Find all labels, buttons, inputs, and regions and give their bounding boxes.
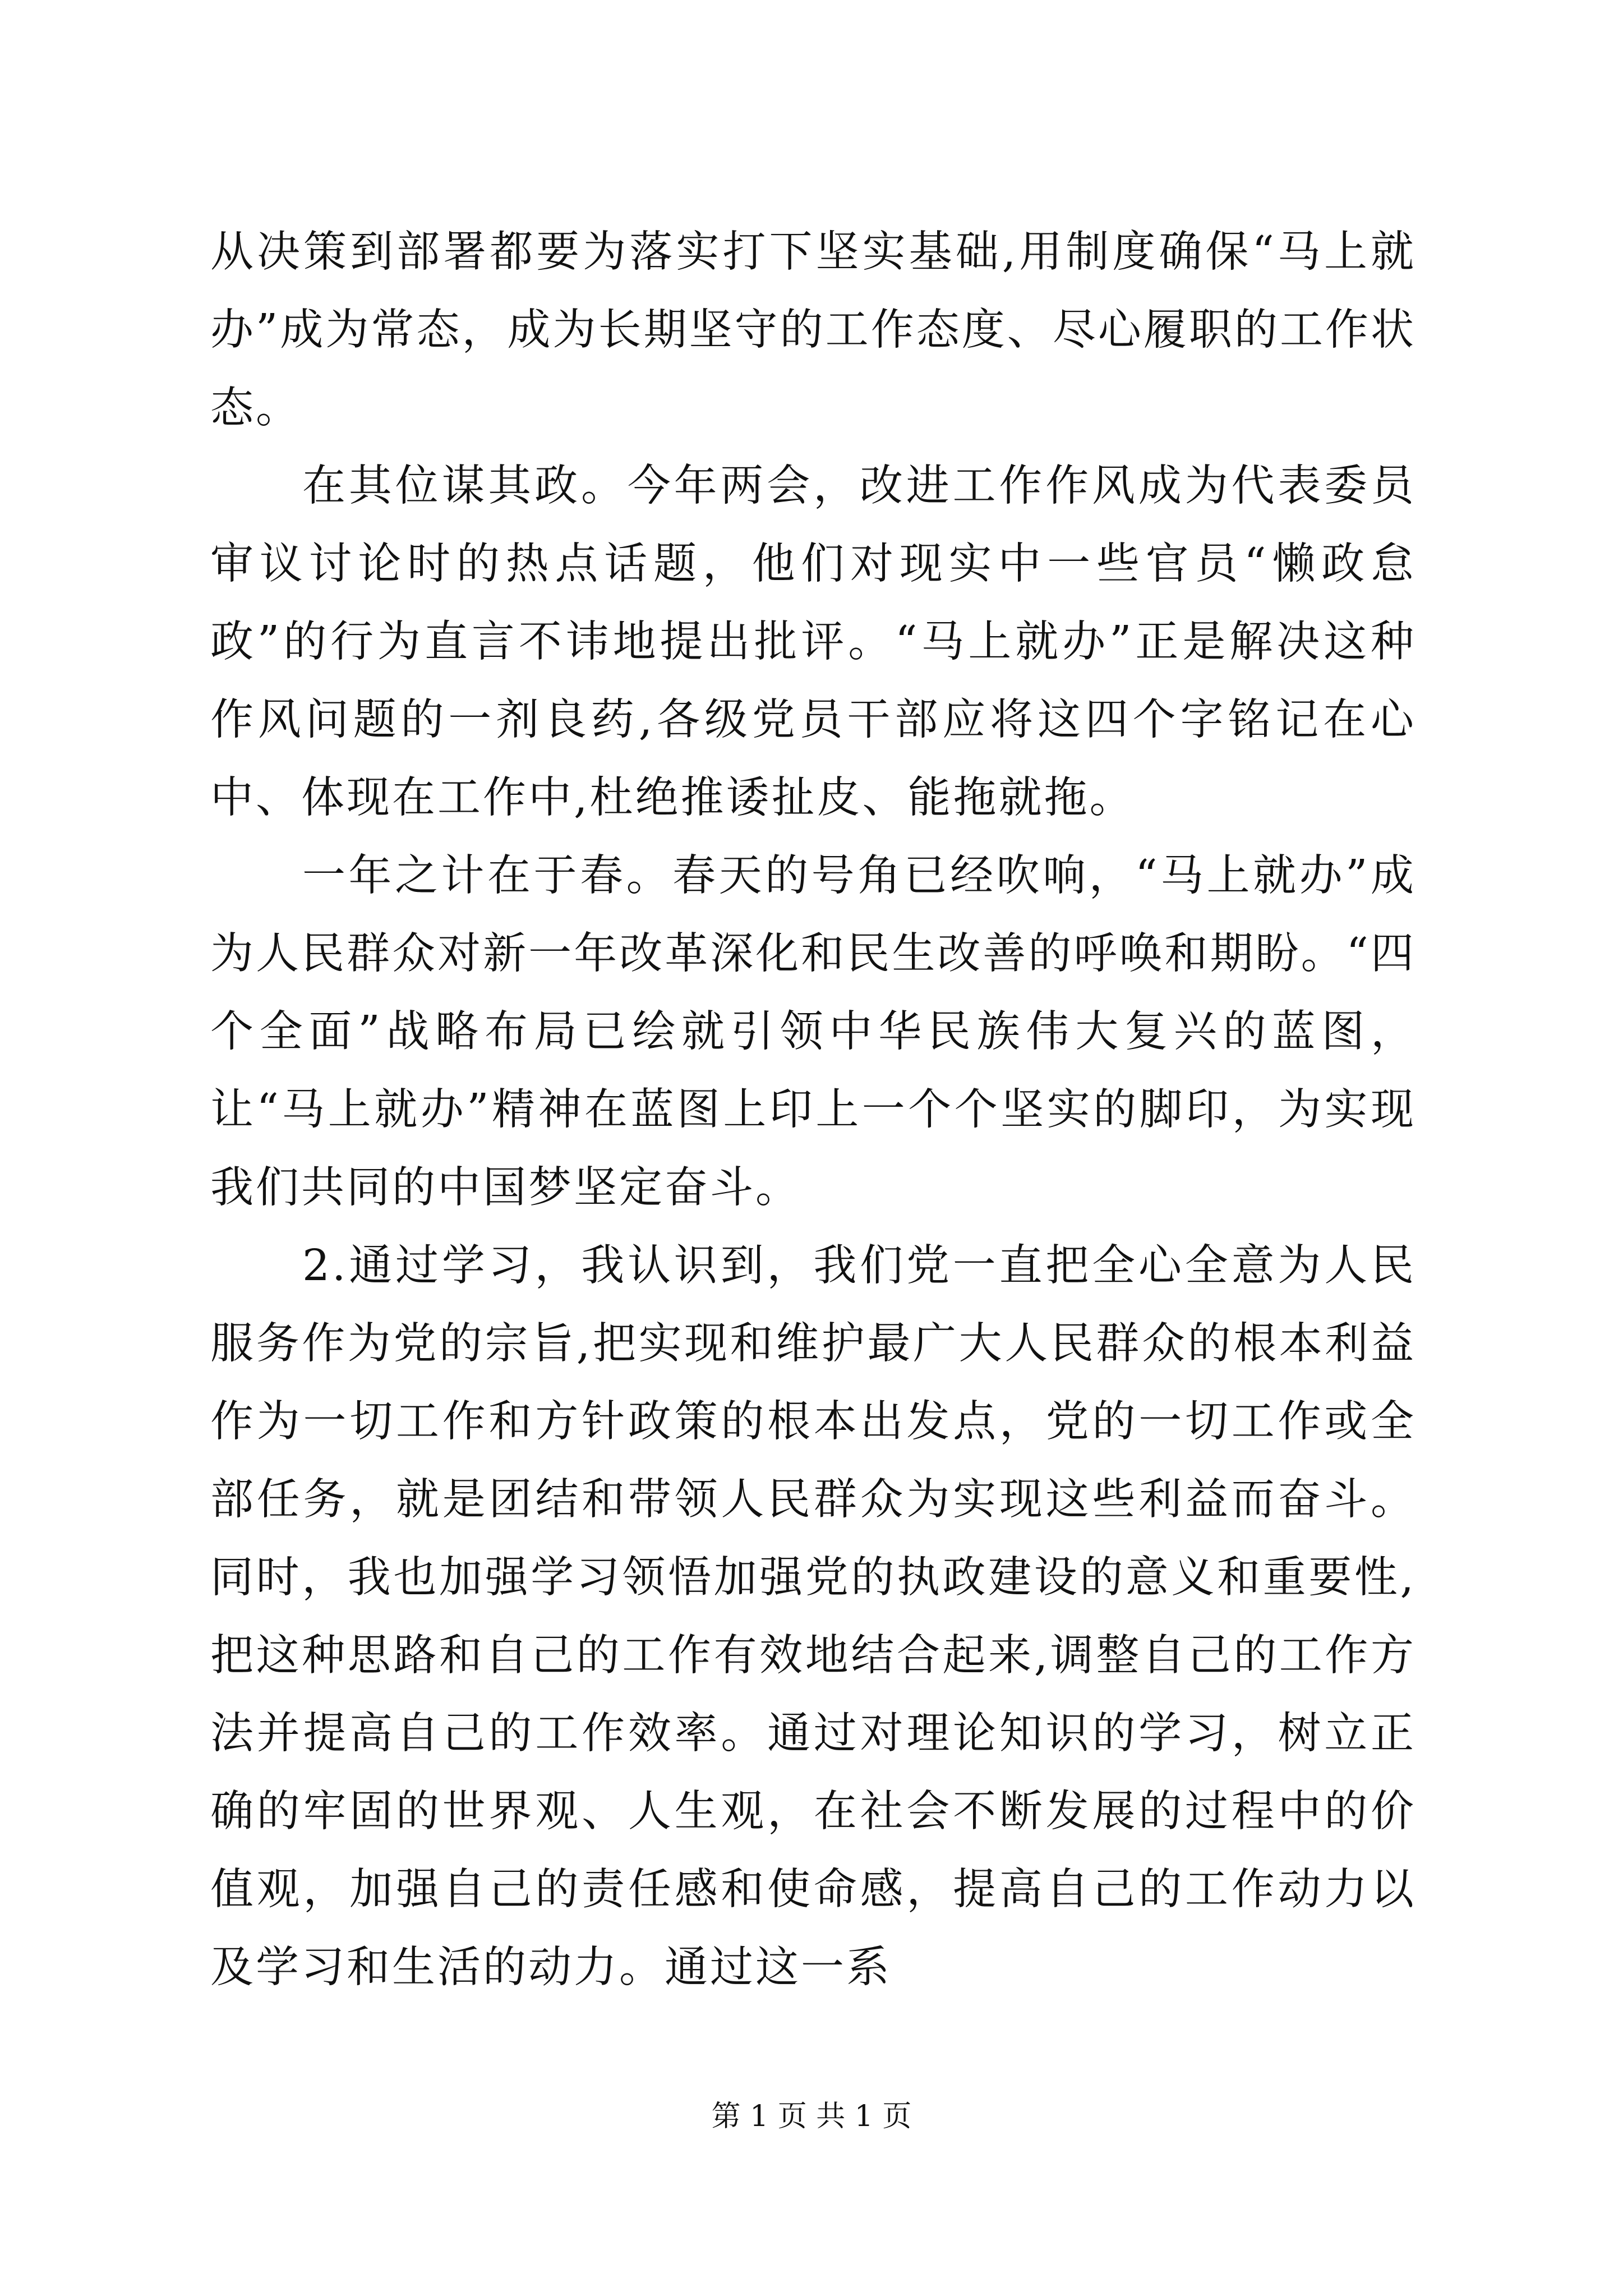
- page-footer: 第 1 页 共 1 页: [711, 2100, 912, 2133]
- paragraph-item-2: 2.通过学习，我认识到，我们党一直把全心全意为人民服务作为党的宗旨,把实现和维护最广大人民群众的根本利益作为一切工作和方针政策的根本出发点，党的一切工作或全部任务，就是团结和带领人民群众为实现这些利益而奋斗。同时，我也加强学习领悟加强党的执政建设的意义和重要性,把这种思路和自己的工作有效地结合起来,调整自己的工作方法并提高自己的工作效率。通过对理论知识的学习，树立正确的牢固的世界观、人生观，在社会不断发展的过程中的价值观，加强自己的责任感和使命感，提高自己的工作动力以及学习和生活的动力。通过这一系: [210, 1241, 1416, 1993]
- document-body: [210, 213, 1416, 2007]
- paragraph-continuation: 从决策到部署都要为落实打下坚实基础,用制度确保“马上就办”成为常态，成为长期坚守的工作态度、尽心履职的工作状态。: [210, 227, 1416, 433]
- paragraph-yi-nian-zhi-ji: 一年之计在于春。春天的号角已经吹响，“马上就办”成为人民群众对新一年改革深化和民生改善的呼唤和期盼。“四个全面”战略布局已绘就引领中华民族伟大复兴的蓝图，让“马上就办”精神在蓝图上印上一个个坚实的脚印，为实现我们共同的中国梦坚定奋斗。: [210, 851, 1416, 1213]
- paragraph-zai-qi-wei: 在其位谋其政。今年两会，改进工作作风成为代表委员审议讨论时的热点话题，他们对现实中一些官员“懒政怠政”的行为直言不讳地提出批评。“马上就办”正是解决这种作风问题的一剂良药,各级党员干部应将这四个字铭记在心中、体现在工作中,杜绝推诿扯皮、能拖就拖。: [210, 461, 1416, 823]
